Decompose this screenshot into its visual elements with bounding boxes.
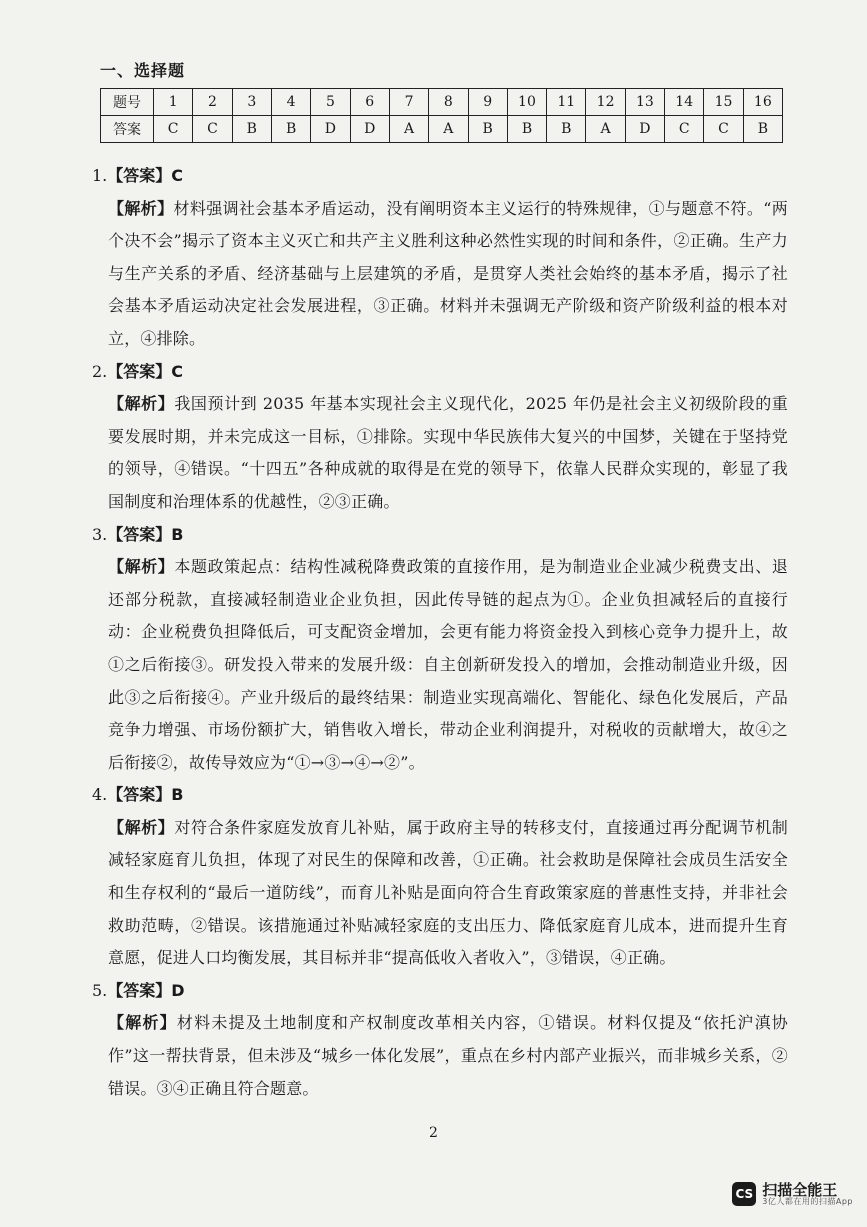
table-cell: 3 bbox=[232, 89, 271, 116]
table-cell: 12 bbox=[586, 89, 625, 116]
table-cell: 14 bbox=[665, 89, 704, 116]
table-cell: 9 bbox=[468, 89, 507, 116]
table-cell: C bbox=[154, 116, 193, 143]
table-cell: 5 bbox=[311, 89, 350, 116]
question-number: 1. bbox=[92, 166, 108, 185]
answer-value: C bbox=[171, 166, 184, 185]
analysis-paragraph bbox=[108, 812, 788, 975]
table-cell: C bbox=[704, 116, 743, 143]
analysis-tag: 【解析】 bbox=[108, 1013, 177, 1033]
scanner-watermark bbox=[732, 1182, 853, 1207]
answer-value: B bbox=[171, 524, 184, 544]
table-cell: B bbox=[468, 116, 507, 143]
answer-tag: 【答案】 bbox=[107, 524, 172, 544]
answer-value: C bbox=[171, 361, 184, 381]
analysis-tag: 【解析】 bbox=[108, 394, 175, 414]
table-cell: D bbox=[311, 116, 350, 143]
table-cell: 11 bbox=[547, 89, 586, 116]
answer-tag: 【答案】 bbox=[107, 785, 172, 805]
question-number: 3. bbox=[92, 524, 108, 544]
table-cell: 2 bbox=[193, 89, 232, 116]
page-number: 2 bbox=[429, 1125, 438, 1141]
table-cell: 8 bbox=[429, 89, 468, 116]
answer-tag: 【答案】 bbox=[107, 166, 172, 185]
table-cell: A bbox=[429, 116, 468, 143]
table-cell: 1 bbox=[154, 89, 193, 116]
analysis-tag: 【解析】 bbox=[108, 557, 175, 577]
table-cell: 7 bbox=[389, 89, 428, 116]
number-row bbox=[101, 89, 783, 116]
watermark-slogan: 3亿人都在用的扫描App bbox=[762, 1197, 853, 1207]
analysis-text: 我国预计到 2035 年基本实现社会主义现代化，2025 年仍是社会主义初级阶段的重要发展时期，并未完成这一目标，①排除。实现中华民族伟大复兴的中国梦，关键在于坚持党的领导，④错误。“十四五”各种成就的取得是在党的领导下，依靠人民群众实现的，彰显了我国制度和治理体系的优越性，②③正确。 bbox=[108, 394, 788, 511]
analysis-text: 材料强调社会基本矛盾运动，没有阐明资本主义运行的特殊规律，①与题意不符。“两个决不会”揭示了资本主义灭亡和共产主义胜利这种必然性实现的时间和条件，②正确。生产力与生产关系的矛盾、经济基础与上层建筑的矛盾，是贯穿人类社会始终的基本矛盾，揭示了社会基本矛盾运动决定社会发展进程，③正确。材料并未强调无产阶级和资产阶级利益的根本对立，④排除。 bbox=[108, 198, 788, 348]
answer-value: D bbox=[171, 980, 185, 1000]
section-title: 一、选择题 bbox=[100, 61, 186, 80]
question-heading bbox=[92, 519, 788, 552]
table-cell: D bbox=[350, 116, 389, 143]
answer-tag: 【答案】 bbox=[107, 361, 172, 381]
answer-row bbox=[101, 116, 783, 143]
table-cell: B bbox=[271, 116, 310, 143]
analysis-tag: 【解析】 bbox=[108, 198, 174, 218]
table-cell: B bbox=[547, 116, 586, 143]
analysis-text: 本题政策起点：结构性减税降费政策的直接作用，是为制造业企业减少税费支出、退还部分税款，直接减轻制造业企业负担，因此传导链的起点为①。企业负担减轻后的直接行动：企业税费负担降低后，可支配资金增加，会更有能力将资金投入到核心竞争力提升上，故①之后衔接③。研发投入带来的发展升级：自主创新研发投入的增加，会推动制造业升级，因此③之后衔接④。产业升级后的最终结果：制造业实现高端化、智能化、绿色化发展后，产品竞争力增强、市场份额扩大，销售收入增长，带动企业利润提升，对税收的贡献增大，故④之后衔接②，故传导效应为“①→③→④→②”。 bbox=[108, 557, 788, 772]
table-cell: B bbox=[232, 116, 271, 143]
table-cell: 13 bbox=[625, 89, 664, 116]
table-cell: C bbox=[665, 116, 704, 143]
table-cell: 4 bbox=[271, 89, 310, 116]
question-number: 2. bbox=[92, 361, 108, 381]
analysis-paragraph bbox=[108, 1007, 788, 1105]
question-heading bbox=[92, 356, 788, 389]
watermark-text bbox=[762, 1182, 853, 1207]
table-cell: B bbox=[507, 116, 546, 143]
row-label-answer: 答案 bbox=[101, 116, 154, 143]
analysis-text: 对符合条件家庭发放育儿补贴，属于政府主导的转移支付，直接通过再分配调节机制减轻家庭育儿负担，体现了对民生的保障和改善，①正确。社会救助是保障社会成员生活安全和生存权利的“最后一道防线”，而育儿补贴是面向符合生育政策家庭的普惠性支持，并非社会救助范畴，②错误。该措施通过补贴减轻家庭的支出压力、降低家庭育儿成本，进而提升生育意愿，促进人口均衡发展，其目标并非“提高低收入者收入”，③错误，④正确。 bbox=[108, 817, 788, 968]
answer-explanations bbox=[92, 160, 788, 1105]
analysis-tag: 【解析】 bbox=[108, 817, 175, 837]
table-cell: 6 bbox=[350, 89, 389, 116]
answer-value: B bbox=[171, 785, 184, 805]
question-number: 5. bbox=[92, 980, 108, 1000]
question-heading bbox=[92, 779, 788, 812]
question-number: 4. bbox=[92, 785, 108, 805]
answer-tag: 【答案】 bbox=[107, 980, 172, 1000]
row-label-number: 题号 bbox=[101, 89, 154, 116]
answer-table bbox=[100, 88, 783, 143]
question-heading bbox=[92, 975, 788, 1008]
table-cell: A bbox=[389, 116, 428, 143]
table-cell: 10 bbox=[507, 89, 546, 116]
watermark-name: 扫描全能王 bbox=[762, 1180, 838, 1199]
question-heading bbox=[92, 160, 788, 193]
table-cell: 16 bbox=[743, 89, 782, 116]
table-cell: C bbox=[193, 116, 232, 143]
table-cell: D bbox=[625, 116, 664, 143]
table-cell: A bbox=[586, 116, 625, 143]
table-cell: B bbox=[743, 116, 782, 143]
analysis-text: 材料未提及土地制度和产权制度改革相关内容，①错误。材料仅提及“依托沪滇协作”这一帮扶背景，但未涉及“城乡一体化发展”，重点在乡村内部产业振兴，而非城乡关系，②错误。③④正确且符合题意。 bbox=[108, 1013, 788, 1098]
analysis-paragraph bbox=[108, 193, 788, 356]
camscanner-logo-icon: CS bbox=[732, 1182, 756, 1206]
analysis-paragraph bbox=[108, 388, 788, 518]
analysis-paragraph bbox=[108, 551, 788, 779]
table-cell: 15 bbox=[704, 89, 743, 116]
